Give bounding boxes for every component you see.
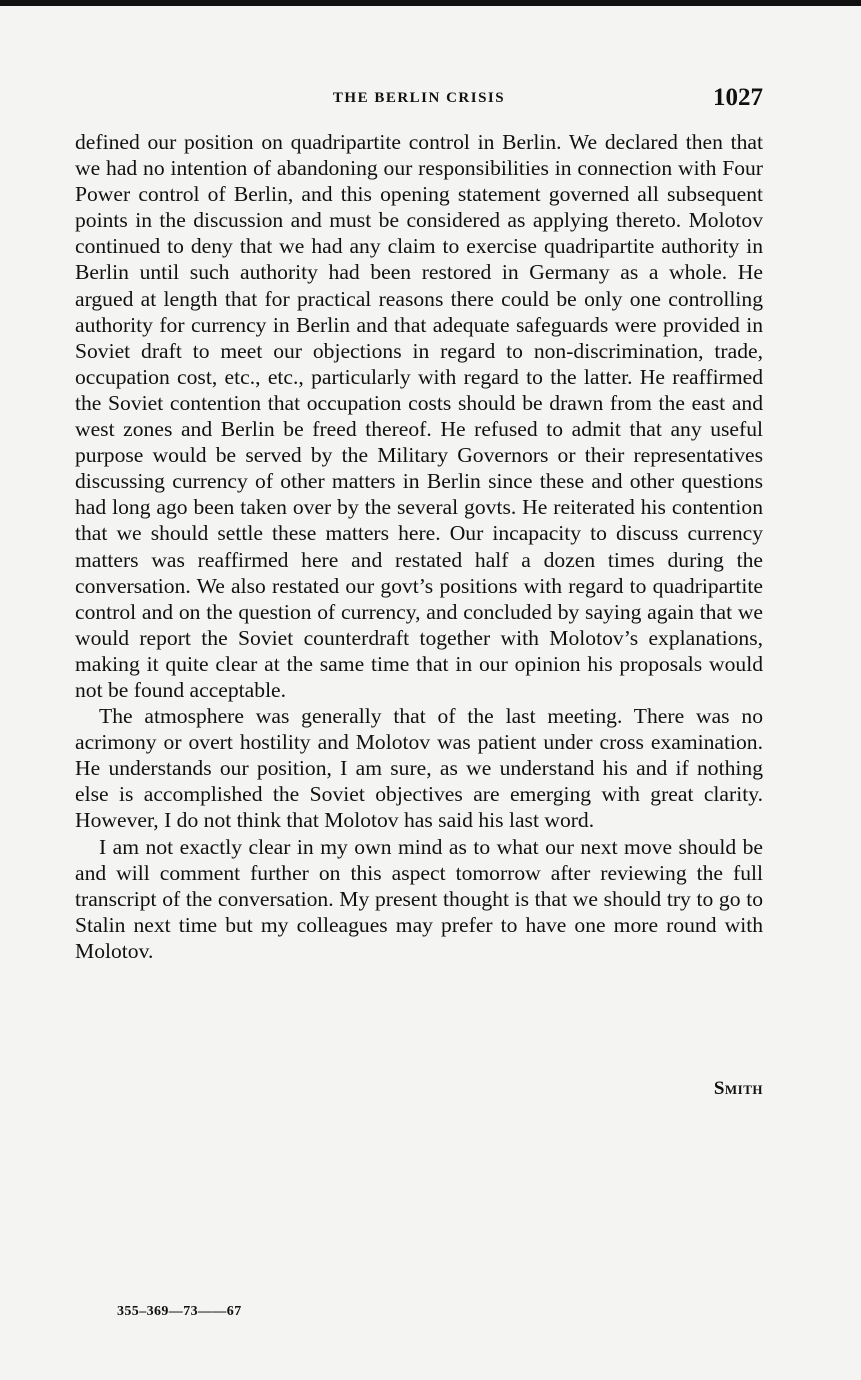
paragraph-2: The atmosphere was generally that of the last meeting. There was no acrimony or overt hostility and Molotov was patient under cross examination. He understands our position, I am sure, as we understand his and if nothing else is accomplished the Soviet objectives are emerging with great clarity. However, I do not think that Molotov has said his last word. bbox=[75, 704, 763, 833]
paragraph-3: I am not exactly clear in my own mind as to what our next move should be and will comment further on this aspect tomorrow after reviewing the full transcript of the conversation. My present thought is that we should try to go to Stalin next time but my colleagues may prefer to have one more round with Molotov. bbox=[75, 834, 763, 963]
top-border-rule bbox=[0, 0, 861, 6]
running-header bbox=[75, 84, 763, 116]
page-number: 1027 bbox=[713, 84, 763, 111]
body-text bbox=[75, 129, 763, 964]
running-title: THE BERLIN CRISIS bbox=[332, 90, 506, 106]
signature: Smith bbox=[713, 1078, 763, 1099]
paragraph-1: defined our position on quadripartite control in Berlin. We declared then that we had no intention of abandoning our responsibilities in connection with Four Power control of Berlin, and this opening statement governed all subsequent points in the discussion and must be considered as applying thereto. Molotov continued to deny that we had any claim to exercise quadripartite authority in Berlin until such authority had been restored in Germany as a whole. He argued at length that for practical reasons there could be only one controlling authority for currency in Berlin and that adequate safeguards were provided in Soviet draft to meet our objections in regard to non-discrimination, trade, occupation cost, etc., etc., particularly with regard to the latter. He reaffirmed the Soviet contention that occupation costs should be drawn from the east and west zones and Berlin be freed thereof. He refused to admit that any useful purpose would be served by the Military Governors or their representatives discussing currency of other matters in Berlin since these and other questions had long ago been taken over by the several govts. He reiterated his contention that we should settle these matters here. Our incapacity to discuss currency matters was reaffirmed here and restated half a dozen times during the conversation. We also restated our govt’s positions with regard to quadripartite control and on the question of currency, and concluded by saying again that we would report the Soviet counterdraft together with Molotov’s explanations, making it quite clear at the same time that in our opinion his proposals would not be found acceptable. bbox=[75, 130, 763, 702]
print-code: 355–369—73——67 bbox=[117, 1304, 242, 1319]
